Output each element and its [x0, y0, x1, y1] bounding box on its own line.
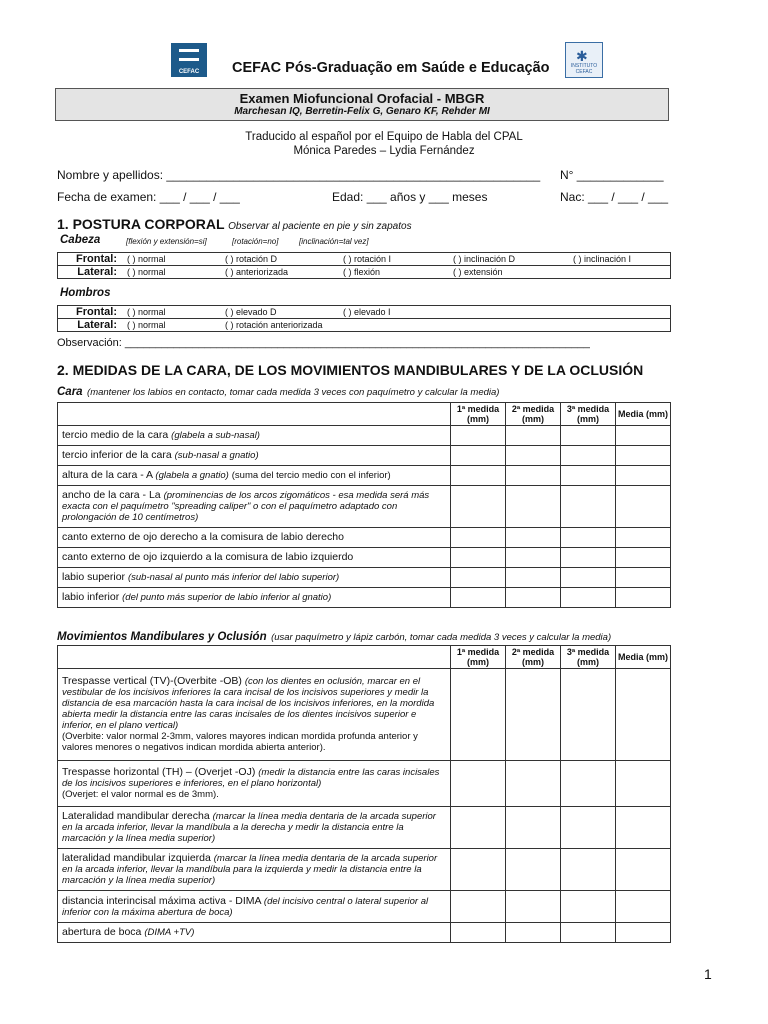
- measure-cell[interactable]: [561, 669, 616, 761]
- desc-main: altura de la cara - A: [62, 469, 153, 481]
- measure-cell[interactable]: [616, 568, 671, 588]
- option[interactable]: ( ) rotación D: [221, 253, 339, 266]
- org-name: CEFAC Pós-Graduação em Saúde e Educação: [232, 60, 550, 76]
- title-box: [55, 88, 669, 121]
- measure-cell[interactable]: [506, 849, 561, 891]
- measure-cell[interactable]: [561, 548, 616, 568]
- desc-ital: (del incisivo central o lateral superior al inferior con la máxima abertura de boca): [62, 895, 429, 918]
- option[interactable]: ( ) normal: [123, 266, 221, 279]
- table-row: [58, 266, 671, 279]
- option[interactable]: ( ) inclinación I: [569, 253, 671, 266]
- table-row: [58, 923, 671, 943]
- measure-cell[interactable]: [451, 528, 506, 548]
- measure-cell[interactable]: [506, 923, 561, 943]
- measure-cell[interactable]: [561, 426, 616, 446]
- measure-cell[interactable]: [506, 528, 561, 548]
- observacion-field[interactable]: Observación: ____________________________________________________________________________: [57, 337, 590, 349]
- measure-cell[interactable]: [506, 466, 561, 486]
- measure-cell[interactable]: [561, 466, 616, 486]
- header-cell: 2ª medida (mm): [506, 403, 561, 426]
- cara-note: (mantener los labios en contacto, tomar cada medida 3 veces con paquímetro y calcular la media): [87, 387, 500, 398]
- measure-cell[interactable]: [451, 807, 506, 849]
- measure-cell[interactable]: [561, 486, 616, 528]
- measure-cell[interactable]: [561, 891, 616, 923]
- option: [449, 319, 569, 332]
- measure-cell[interactable]: [451, 891, 506, 923]
- table-row: [58, 891, 671, 923]
- row-label: Lateral:: [58, 266, 124, 279]
- row-desc: [58, 548, 451, 568]
- table-row: [58, 669, 671, 761]
- header-cell: 1ª medida (mm): [451, 403, 506, 426]
- desc-main: Trespasse horizontal (TH) – (Overjet -OJ): [62, 766, 256, 778]
- table-row: [58, 548, 671, 568]
- logo-left-text: CEFAC: [178, 69, 200, 75]
- table-row: [58, 528, 671, 548]
- option[interactable]: ( ) extensión: [449, 266, 569, 279]
- mov-heading: [57, 627, 611, 645]
- measure-cell[interactable]: [451, 426, 506, 446]
- desc-rest: (suma del tercio medio con el inferior): [231, 470, 391, 481]
- option: [449, 306, 569, 319]
- desc-main: labio inferior: [62, 591, 120, 603]
- header-cell: 3ª medida (mm): [561, 646, 616, 669]
- section1-title: [57, 216, 412, 232]
- option[interactable]: ( ) rotación I: [339, 253, 449, 266]
- row-desc: [58, 669, 451, 761]
- cabeza-note-3: [inclinación=tal vez]: [299, 237, 369, 246]
- desc-ital: (con los dientes en oclusión, marcar en el vestibular de los incisivos inferiores la cara incisal de los incisivos superiores y medir la distancia de esa marcación hasta la cara incisal de los incisivos inferiores, en la mordida abierta medir la distancia entre las caras incisales de los dientes incisivos superior e inferior, en el plano vertical): [62, 676, 435, 731]
- desc-ital: (prominencias de los arcos zigomáticos - esa medida será más exacta con el paquímetro "spreading caliper" o con el paquímetro adaptado con prolongación de 10 centímetros): [62, 490, 430, 523]
- header-blank: [58, 646, 451, 669]
- desc-ital: (DIMA +TV): [144, 927, 195, 938]
- measure-cell[interactable]: [616, 807, 671, 849]
- measure-cell[interactable]: [451, 446, 506, 466]
- option[interactable]: ( ) normal: [123, 253, 221, 266]
- row-desc: [58, 426, 451, 446]
- desc-main: ancho de la cara - La: [62, 489, 161, 501]
- logo-mark-icon: [179, 49, 199, 61]
- option[interactable]: ( ) normal: [123, 319, 221, 332]
- option: [569, 306, 671, 319]
- instituto-logo: [565, 42, 603, 78]
- desc-main: tercio inferior de la cara: [62, 449, 172, 461]
- form-title: Examen Miofuncional Orofacial - MBGR: [239, 91, 485, 106]
- measure-cell[interactable]: [616, 669, 671, 761]
- table-row: [58, 849, 671, 891]
- table-row: [58, 253, 671, 266]
- row-desc: [58, 568, 451, 588]
- mov-table: [57, 645, 671, 943]
- translation-line-1: Traducido al español por el Equipo de Habla del CPAL: [245, 131, 523, 143]
- measure-cell[interactable]: [616, 891, 671, 923]
- measure-cell[interactable]: [561, 807, 616, 849]
- option[interactable]: ( ) inclinación D: [449, 253, 569, 266]
- option[interactable]: ( ) anteriorizada: [221, 266, 339, 279]
- people-icon: ✱: [576, 48, 588, 64]
- measure-cell[interactable]: [616, 486, 671, 528]
- table-row: [58, 306, 671, 319]
- measure-cell[interactable]: [451, 568, 506, 588]
- name-field[interactable]: Nombre y apellidos: ________________________________________________________: [57, 168, 541, 182]
- cabeza-label: Cabeza: [60, 234, 101, 246]
- measure-cell[interactable]: [506, 486, 561, 528]
- hombros-label: Hombros: [60, 287, 111, 299]
- measure-cell[interactable]: [616, 466, 671, 486]
- row-desc: [58, 446, 451, 466]
- hombros-table: [57, 305, 671, 332]
- measure-cell[interactable]: [616, 548, 671, 568]
- desc-ital: (glabela a gnatio): [155, 470, 229, 481]
- measure-cell[interactable]: [506, 568, 561, 588]
- form-authors: Marchesan IQ, Berretin-Felix G, Genaro KF, Rehder MI: [234, 106, 490, 117]
- table-row: [58, 446, 671, 466]
- measure-cell[interactable]: [451, 486, 506, 528]
- table-row: [58, 466, 671, 486]
- table-row: [58, 588, 671, 608]
- measure-cell[interactable]: [561, 446, 616, 466]
- measure-cell[interactable]: [451, 588, 506, 608]
- measure-cell[interactable]: [451, 923, 506, 943]
- measure-cell[interactable]: [616, 446, 671, 466]
- cabeza-table: [57, 252, 671, 279]
- measure-cell[interactable]: [506, 761, 561, 807]
- header-cell: Media (mm): [616, 646, 671, 669]
- measure-cell[interactable]: [616, 761, 671, 807]
- row-desc: [58, 761, 451, 807]
- cara-label: Cara: [57, 386, 83, 398]
- row-label: Frontal:: [58, 306, 124, 319]
- desc-ital: (glabela a sub-nasal): [171, 430, 260, 441]
- option[interactable]: ( ) rotación anteriorizada: [221, 319, 449, 332]
- desc-main: Trespasse vertical (TV)-(Overbite -OB): [62, 675, 242, 687]
- desc-main: distancia interincisal máxima activa - DIMA: [62, 894, 261, 907]
- row-desc: [58, 923, 451, 943]
- measure-cell[interactable]: [506, 807, 561, 849]
- table-header-row: [58, 646, 671, 669]
- age-field[interactable]: Edad: ___ años y ___ meses: [332, 190, 488, 204]
- row-label: Frontal:: [58, 253, 124, 266]
- section1-heading: 1. POSTURA CORPORAL: [57, 216, 225, 232]
- measure-cell[interactable]: [616, 849, 671, 891]
- measure-cell[interactable]: [561, 568, 616, 588]
- measure-cell[interactable]: [561, 849, 616, 891]
- header-cell: Media (mm): [616, 403, 671, 426]
- option[interactable]: ( ) elevado I: [339, 306, 449, 319]
- measure-cell[interactable]: [561, 761, 616, 807]
- exam-date-field[interactable]: Fecha de examen: ___ / ___ / ___: [57, 190, 240, 204]
- desc-main: tercio medio de la cara: [62, 429, 169, 441]
- table-row: [58, 568, 671, 588]
- measure-cell[interactable]: [451, 849, 506, 891]
- table-row: [58, 761, 671, 807]
- row-desc: [58, 807, 451, 849]
- row-desc: [58, 528, 451, 548]
- desc-main: Lateralidad mandibular derecha: [62, 810, 210, 822]
- measure-cell[interactable]: [506, 669, 561, 761]
- section2-title: 2. MEDIDAS DE LA CARA, DE LOS MOVIMIENTOS MANDIBULARES Y DE LA OCLUSIÓN: [57, 362, 644, 378]
- cabeza-note-1: [flexión y extensión=si]: [126, 237, 207, 246]
- desc-ital: (marcar la línea media dentaria de la arcada superior en la arcada inferior, llevar la mandíbula a la derecha y medir la distancia entre la marcación y la línea media superior): [62, 811, 436, 844]
- measure-cell[interactable]: [506, 548, 561, 568]
- option: [569, 266, 671, 279]
- desc-note: (Overbite: valor normal 2-3mm, valores mayores indican mordida profunda anterior y valores menores o negativos indican mordida abierta anterior).: [62, 731, 418, 753]
- measure-cell[interactable]: [451, 669, 506, 761]
- measure-cell[interactable]: [451, 466, 506, 486]
- measure-cell[interactable]: [561, 923, 616, 943]
- desc-main: abertura de boca: [62, 926, 142, 938]
- header-blank: [58, 403, 451, 426]
- measure-cell[interactable]: [616, 528, 671, 548]
- measure-cell[interactable]: [451, 761, 506, 807]
- measure-cell[interactable]: [506, 446, 561, 466]
- option[interactable]: ( ) normal: [123, 306, 221, 319]
- mov-note: (usar paquímetro y lápiz carbón, tomar cada medida 3 veces y calcular la media): [271, 632, 612, 643]
- cefac-logo: [170, 42, 208, 78]
- table-row: [58, 426, 671, 446]
- measure-cell[interactable]: [616, 426, 671, 446]
- header-cell: 2ª medida (mm): [506, 646, 561, 669]
- desc-ital: (medir la distancia entre las caras incisales de los incisivos superiores e inferiores, en el plano horizontal): [62, 767, 440, 789]
- measure-cell[interactable]: [616, 588, 671, 608]
- desc-ital: (sub-nasal al punto más inferior del labio superior): [127, 572, 340, 583]
- row-desc: [58, 486, 451, 528]
- measure-cell[interactable]: [561, 528, 616, 548]
- measure-cell[interactable]: [506, 891, 561, 923]
- birth-field[interactable]: Nac: ___ / ___ / ___: [560, 190, 669, 204]
- desc-main: canto externo de ojo izquierdo a la comisura de labio izquierdo: [62, 551, 354, 563]
- measure-cell[interactable]: [506, 588, 561, 608]
- table-row: [58, 319, 671, 332]
- option[interactable]: ( ) elevado D: [221, 306, 339, 319]
- measure-cell[interactable]: [561, 588, 616, 608]
- measure-cell[interactable]: [616, 923, 671, 943]
- mov-label: Movimientos Mandibulares y Oclusión: [57, 631, 267, 643]
- cara-table: [57, 402, 671, 608]
- page-number: 1: [704, 966, 712, 982]
- measure-cell[interactable]: [506, 426, 561, 446]
- desc-main: labio superior: [62, 571, 126, 583]
- measure-cell[interactable]: [451, 548, 506, 568]
- row-desc: [58, 588, 451, 608]
- table-row: [58, 486, 671, 528]
- row-label: Lateral:: [58, 319, 124, 332]
- translation-line-2: Mónica Paredes – Lydia Fernández: [293, 145, 475, 157]
- section1-note: Observar al paciente en pie y sin zapatos: [228, 221, 412, 232]
- cara-heading: [57, 382, 499, 400]
- desc-ital: (sub-nasal a gnatio): [174, 450, 259, 461]
- row-desc: [58, 849, 451, 891]
- row-desc: [58, 891, 451, 923]
- header-cell: 1ª medida (mm): [451, 646, 506, 669]
- row-desc: [58, 466, 451, 486]
- logo-right-text: INSTITUTO CEFAC: [570, 63, 598, 75]
- number-field[interactable]: N° _____________: [560, 168, 664, 182]
- desc-note: (Overjet: el valor normal es de 3mm).: [62, 789, 219, 800]
- desc-ital: (marcar la línea media dentaria de la arcada superior en la arcada inferior, llevar la mandíbula para la izquierda y medir la distancia entre la marcación y la línea media superior): [62, 853, 438, 886]
- option: [569, 319, 671, 332]
- desc-main: canto externo de ojo derecho a la comisura de labio derecho: [62, 531, 344, 543]
- desc-ital: (del punto más superior de labio inferior al gnatio): [122, 592, 332, 603]
- header-cell: 3ª medida (mm): [561, 403, 616, 426]
- table-header-row: [58, 403, 671, 426]
- table-row: [58, 807, 671, 849]
- option[interactable]: ( ) flexión: [339, 266, 449, 279]
- desc-main: lateralidad mandibular izquierda: [62, 852, 211, 864]
- cabeza-note-2: [rotación=no]: [232, 237, 279, 246]
